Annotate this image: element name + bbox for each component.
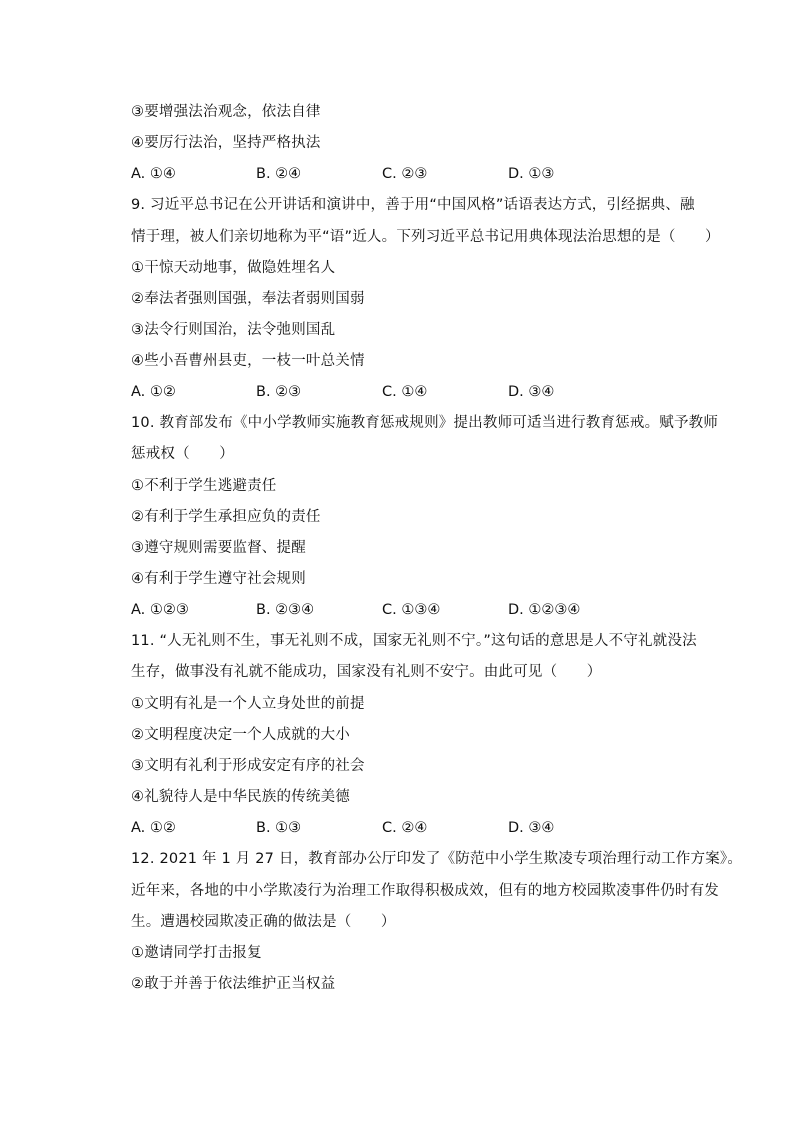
question-9-stem: 情于理，被人们亲切地称为平“语”近人。下列习近平总书记用典体现法治思想的是（ ） (131, 229, 720, 245)
question-12-stem: 近年来，各地的中小学欺凌行为治理工作取得积极成效，但有的地方校园欺凌事件仍时有发 (131, 883, 719, 899)
option-statement: ①邀请同学打击报复 (131, 945, 262, 961)
choice-b: B. ②③④ (256, 602, 315, 618)
option-statement: ①不利于学生逃避责任 (131, 478, 277, 494)
choice-a: A. ①②③ (131, 602, 189, 618)
question-10-stem: 惩戒权（ ） (131, 446, 234, 462)
choice-d: D. ③④ (508, 384, 555, 400)
option-statement: ②有利于学生承担应负的责任 (131, 509, 321, 525)
choice-d: D. ③④ (508, 820, 555, 836)
question-11-stem: 生存，做事没有礼就不能成功，国家没有礼则不安宁。由此可见（ ） (131, 664, 602, 680)
option-statement: ③文明有礼利于形成安定有序的社会 (131, 758, 365, 774)
question-12-stem: 12. 2021 年 1 月 27 日，教育部办公厅印发了《防范中小学生欺凌专项治理行动工作方案》。 (131, 851, 743, 867)
option-statement: ①文明有礼是一个人立身处世的前提 (131, 696, 365, 712)
choice-d: D. ①②③④ (508, 602, 581, 618)
option-statement: ③法令行则国治，法令弛则国乱 (131, 322, 336, 338)
question-11-stem: 11. “人无礼则不生，事无礼则不成，国家无礼则不宁。”这句话的意思是人不守礼就没法 (131, 633, 697, 649)
choice-a: A. ①② (131, 820, 176, 836)
option-statement: ②文明程度决定一个人成就的大小 (131, 727, 350, 743)
option-statement: ④礼貌待人是中华民族的传统美德 (131, 789, 350, 805)
answer-choices-q10 (131, 599, 691, 621)
choice-b: B. ②③ (256, 384, 302, 400)
answer-choices-q8 (131, 163, 691, 185)
choice-a: A. ①② (131, 384, 176, 400)
option-statement: ②奉法者强则国强，奉法者弱则国弱 (131, 291, 365, 307)
option-statement: ①干惊天动地事，做隐姓埋名人 (131, 260, 336, 276)
choice-c: C. ①④ (382, 384, 428, 400)
option-statement: ④要厉行法治，坚持严格执法 (131, 135, 321, 151)
choice-b: B. ①③ (256, 820, 302, 836)
choice-d: D. ①③ (508, 166, 555, 182)
option-statement: ④些小吾曹州县吏，一枝一叶总关情 (131, 353, 365, 369)
choice-c: C. ②③ (382, 166, 428, 182)
answer-choices-q11 (131, 817, 691, 839)
answer-choices-q9 (131, 381, 691, 403)
option-statement: ④有利于学生遵守社会规则 (131, 571, 306, 587)
question-10-stem: 10. 教育部发布《中小学教师实施教育惩戒规则》提出教师可适当进行教育惩戒。赋予教师 (131, 415, 719, 431)
option-statement: ③要增强法治观念，依法自律 (131, 104, 321, 120)
choice-c: C. ②④ (382, 820, 428, 836)
choice-a: A. ①④ (131, 166, 176, 182)
option-statement: ③遵守规则需要监督、提醒 (131, 540, 306, 556)
choice-c: C. ①③④ (382, 602, 441, 618)
option-statement: ②敢于并善于依法维护正当权益 (131, 976, 336, 992)
question-9-stem: 9. 习近平总书记在公开讲话和演讲中，善于用“中国风格”话语表达方式，引经据典、融 (131, 197, 695, 213)
question-12-stem: 生。遭遇校园欺凌正确的做法是（ ） (131, 914, 396, 930)
choice-b: B. ②④ (256, 166, 302, 182)
